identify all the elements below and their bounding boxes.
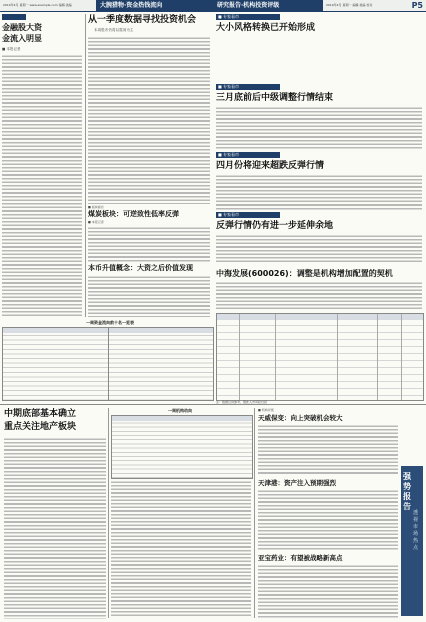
center-article-title: 从一季度数据寻找投资机会 [88,15,197,25]
right-article-4-tag: ■ 专家看市 [216,212,280,218]
right-article-4-body [216,234,422,264]
left-header [0,0,213,12]
rating-table-col-5 [401,314,402,400]
right-header [213,0,426,12]
stock-rating-body [216,281,422,311]
lower-right-item-3-body [258,564,398,618]
weekly-concept-title: 本币升值概念：大资之后价值发现 [88,264,193,272]
right-article-3-tag: ■ 专家看市 [216,152,280,158]
right-article-1-body [216,36,422,82]
institution-table-head [112,416,252,421]
lower-right-item-1-body [258,424,398,476]
money-flow-table-split [108,328,109,400]
lower-left-title-1: 中期底部基本确立 [4,409,77,419]
stock-rating-title: 中海发展(600026)：调整是机构增加配置的契机 [216,269,393,278]
left-col-body [2,54,82,316]
institution-table [111,415,253,479]
rating-table-col-1 [239,314,240,400]
right-article-3-title: 四月份将迎来超跌反弹行情 [216,161,325,171]
right-article-1-title: 大小风格转换已开始形成 [216,23,316,33]
section-divider [0,404,426,405]
lower-center-title: 一周机构动向 [168,408,192,413]
right-article-2-tag: ■ 专家看市 [216,84,280,90]
lower-left-title-2: 重点关注地产板块 [4,422,77,432]
lower-left-body [4,437,106,619]
money-flow-table-title: 一周资金流向前十名一览表 [86,320,134,325]
right-header-meta: 2010年4月 星期一 编辑 美编 校对 [326,3,373,7]
lower-center-divider [254,408,255,618]
coal-tag: ■ 板块看台 [88,205,104,209]
lower-center-body [111,480,251,618]
coal-title: 煤炭板块：可逆致性低率反弹 [88,210,179,218]
money-flow-table [2,327,214,401]
left-column [2,14,84,317]
page-number: P5 [411,1,423,10]
left-col-divider [85,14,86,317]
weekly-concept-body [88,275,210,317]
rating-table-col-3 [337,314,338,400]
center-article-subtitle: 本周股市仍将以震荡为主 [94,28,134,32]
right-article-4-title: 反弹行情仍有进一步延伸余地 [216,221,334,231]
left-col-byline: ■ 本报记者 [2,47,21,51]
right-article-3-body [216,174,422,210]
left-header-meta: 2010年4月 星期一 www.example.com 编辑 美编 [3,3,72,7]
center-article-body [88,36,210,204]
right-section-title: 研究报告·机构投资评级 [213,0,323,11]
lower-left-divider [108,408,109,618]
right-article-2-title: 三月底前后中级调整行情结束 [216,93,334,103]
rating-table-col-2 [275,314,276,400]
side-banner-line-1: 强势报告 [403,472,411,511]
left-section-title: 大腕猎物·资金热钱流向 [96,0,213,11]
coal-byline: ■ 本报记者 [88,220,104,224]
left-col-title: 金融股大资金流入明显 [2,23,42,43]
lower-right-item-2-body [258,489,398,551]
lower-right-item-3-title: 亚宝药业：有望被战略新高点 [258,554,343,562]
rating-table [216,313,424,401]
left-col-badge [2,14,26,20]
table-note: 注：数据仅供参考，据此入市风险自担 [216,400,268,404]
center-article [88,14,210,204]
right-article-1-tag: ■ 专家看市 [216,14,280,20]
rating-table-head [217,314,423,320]
right-article-2-body [216,106,422,150]
lower-right-item-1-title: 天威保变：向上突破机会较大 [258,414,343,422]
side-banner-line-2: 透视市场热点 [413,510,419,551]
coal-body [88,226,210,262]
lower-right-tag: ■ 机构评级 [258,408,274,412]
rating-table-col-4 [377,314,378,400]
side-banner [401,466,423,616]
lower-right-item-2-title: 天津港：资产注入预期强烈 [258,479,336,487]
